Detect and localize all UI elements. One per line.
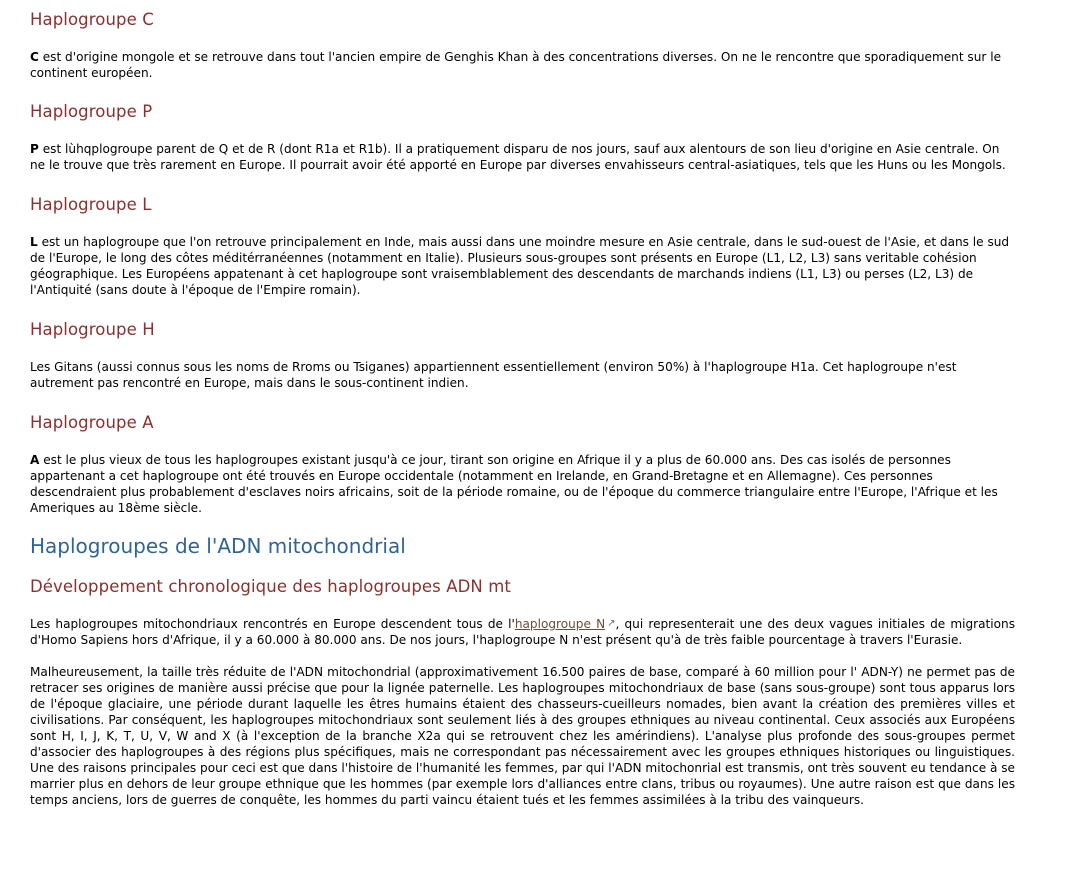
subheading-developpement-chronologique: Développement chronologique des haplogroupes ADN mt xyxy=(30,577,511,596)
section-text-haplogroupe-a xyxy=(30,452,1015,516)
section-body-c: est d'origine mongole et se retrouve dans tout l'ancien empire de Genghis Khan à des concentrations diverses. On ne le rencontre que sporadiquement sur le continent européen. xyxy=(30,50,1002,80)
mt-paragraph-1-before: Les haplogroupes mitochondriaux rencontrés en Europe descendent tous de l' xyxy=(30,617,515,631)
haplogroupe-n-link[interactable]: haplogroupe N xyxy=(514,617,606,631)
mt-paragraph-1 xyxy=(30,616,1015,648)
section-lead-l: L xyxy=(30,235,38,249)
section-text-haplogroupe-l xyxy=(30,234,1015,298)
section-text-haplogroupe-c xyxy=(30,49,1015,81)
mt-paragraph-2: Malheureusement, la taille très réduite de l'ADN mitochondrial (approximativement 16.500 paires de base, comparé à 60 million pour l' ADN-Y) ne permet pas de retracer ses origines de manière aussi précise que pour la lignée paternelle. Les haplogroupes mitochondriaux de base (sans sous-groupe) sont tous apparus lors de l'époque glaciaire, une période durant laquelle les êtres humains étaient des chasseurs-cueilleurs nomades, bien avant la création des premières villes et civilisations. Par conséquent, les haplogroupes mitochondriaux sont seulement liés à des groupes ethniques au niveau continental. Ceux associés aux Européens sont H, I, J, K, T, U, V, W and X (à l'exception de la branche X2a qui se retrouvent chez les amérindiens). L'analyse plus profonde des sous-groupes permet d'associer des haplogroupes à des régions plus spécifiques, mais ne correspondant pas nécessairement avec les groupes ethniques historiques ou linguistiques. Une des raisons principales pour ceci est que dans l'histoire de l'humanité les femmes, par qui l'ADN mitochonrial est transmis, ont très souvent eu tendance à se marrier plus en dehors de leur groupe ethnique que les hommes (par exemple lors d'alliances entre clans, tribus ou royaumes). Une autre raison est que dans les temps anciens, lors de guerres de conquête, les hommes du parti vaincu étaient tués et les femmes assimilées à la tribu des vainqueurs. xyxy=(30,665,1015,807)
section-title-haplogroupe-p: Haplogroupe P xyxy=(30,102,153,121)
section-title-haplogroupe-l: Haplogroupe L xyxy=(30,195,152,214)
section-lead-p: P xyxy=(30,142,39,156)
section-title-haplogroupe-c: Haplogroupe C xyxy=(30,10,154,29)
section-body-h: Les Gitans (aussi connus sous les noms de Rroms ou Tsiganes) appartiennent essentiellement (environ 50%) à l'haplogroupe H1a. Cet haplogroupe n'est autrement pas rencontré en Europe, mais dans le sous-continent indien. xyxy=(30,360,957,390)
section-text-haplogroupe-p xyxy=(30,141,1015,173)
section-body-p: est lùhqplogroupe parent de Q et de R (dont R1a et R1b). Il a pratiquement disparu de nos jours, sauf aux alentours de son lieu d'origine en Asie centrale. On ne le trouve que très rarement en Europe. Il pourrait avoir été apporté en Europe par diverses envahisseurs central-asiatiques, tels que les Huns ou les Mongols. xyxy=(30,142,1006,172)
section-body-l: est un haplogroupe que l'on retrouve principalement en Inde, mais aussi dans une moindre mesure en Asie centrale, dans le sud-ouest de l'Asie, et dans le sud de l'Europe, le long des côtes méditérranéennes (notamment en Italie). Plusieurs sous-groupes sont présents en Europe (L1, L2, L3) sans veritable cohésion géographique. Les Européens appatenant à cet haplogroupe sont vraisemblablement des descendants de marchands indiens (L1, L3) ou perses (L2, L3) de l'Antiquité (sans doute à l'époque de l'Empire romain). xyxy=(30,235,1010,297)
section-body-a: est le plus vieux de tous les haplogroupes existant jusqu'à ce jour, tirant son origine en Afrique il y a plus de 60.000 ans. Des cas isolés de personnes appartenant a cet haplogroupe ont été trouvés en Europe occidentale (notamment en Irelande, en Grand-Bretagne et en Allemagne). Ces personnes descendraient plus probablement d'esclaves noirs africains, soit de la période romaine, ou de l'époque du commerce triangulaire entre l'Europe, l'Afrique et les Ameriques au 18ème siècle. xyxy=(30,453,998,515)
section-title-haplogroupe-a: Haplogroupe A xyxy=(30,413,154,432)
article-content xyxy=(30,0,1015,808)
section-title-haplogroupe-h: Haplogroupe H xyxy=(30,320,155,339)
heading-adn-mitochondrial: Haplogroupes de l'ADN mitochondrial xyxy=(30,534,406,558)
external-link-icon: ↗ xyxy=(607,618,616,629)
section-text-haplogroupe-h xyxy=(30,359,1015,391)
mt-paragraph-1-after: , qui representerait une des deux vagues initiales de migrations d'Homo Sapiens hors d'Afrique, il y a 60.000 à 80.000 ans. De nos jours, l'haplogroupe N n'est présent qu'à de très faible pourcentage à travers l'Eurasie. xyxy=(30,617,1016,647)
section-lead-a: A xyxy=(30,453,40,467)
section-lead-c: C xyxy=(30,50,39,64)
